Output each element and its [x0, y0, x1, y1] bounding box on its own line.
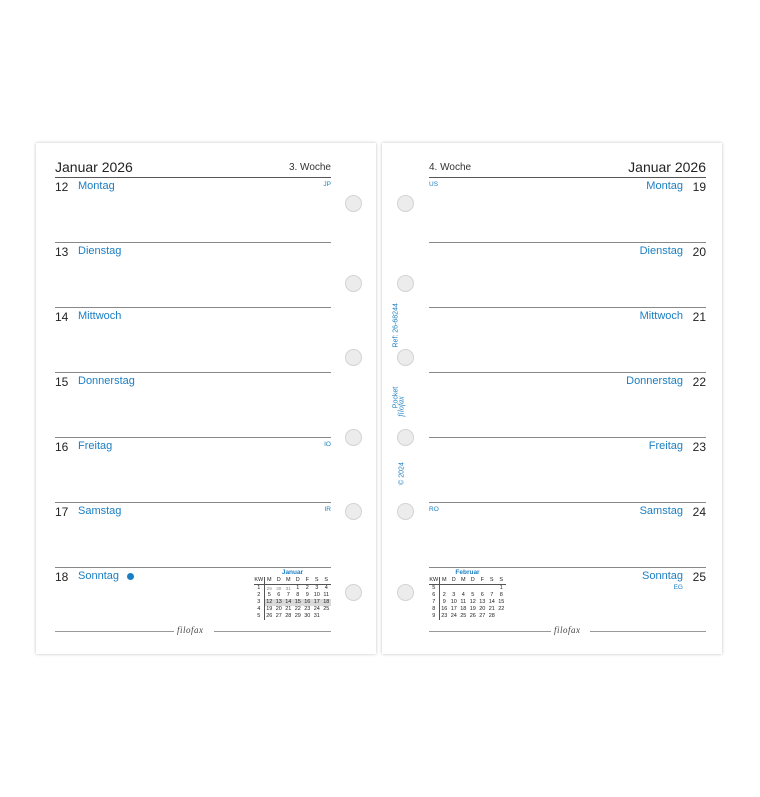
mini-calendar-week-number: 5 — [254, 613, 264, 620]
mini-calendar-day: 21 — [285, 606, 292, 612]
mini-calendar-week-number: 9 — [429, 613, 439, 620]
mini-calendar-day: 15 — [498, 599, 505, 605]
day-row-dienstag[interactable] — [429, 243, 706, 308]
day-name: Montag — [646, 180, 683, 192]
mini-calendar-header: M — [264, 577, 274, 585]
holiday-country-code: JP — [323, 181, 331, 188]
mini-calendar-day: 23 — [304, 606, 311, 612]
mini-calendar-day: 31 — [313, 613, 320, 619]
mini-calendar-header: D — [274, 577, 284, 585]
mini-calendar-day: 2 — [442, 592, 446, 598]
right-week-label: 4. Woche — [429, 162, 472, 173]
mini-calendar-day: 7 — [286, 592, 290, 598]
mini-calendar-day: 1 — [499, 585, 503, 591]
mini-calendar-header: F — [478, 577, 488, 585]
mini-calendar-day: 2 — [305, 585, 309, 591]
mini-calendar-week-number: 1 — [254, 585, 264, 593]
holiday-country-code: IO — [324, 441, 331, 448]
day-row-mittwoch[interactable] — [429, 308, 706, 373]
right-page — [382, 143, 722, 654]
mini-calendar-day: 24 — [313, 606, 320, 612]
day-name: Samstag — [78, 505, 122, 517]
mini-calendar-week-number: 5 — [429, 585, 439, 593]
mini-calendar-day — [439, 585, 449, 593]
mini-calendar-day: 6 — [277, 592, 281, 598]
day-number: 25 — [692, 570, 706, 584]
day-row-montag[interactable] — [429, 178, 706, 243]
ring-hole-right-1 — [397, 195, 414, 212]
holiday-country-code: IR — [324, 506, 331, 513]
day-row-montag[interactable] — [55, 178, 331, 243]
left-filofax-logo: filofax — [177, 625, 204, 635]
day-name: Freitag — [78, 440, 113, 452]
holiday-country-code: EG — [673, 584, 683, 591]
day-name: Samstag — [639, 505, 683, 517]
mini-calendar-header: M — [459, 577, 469, 585]
day-row-donnerstag[interactable] — [55, 373, 331, 438]
mini-calendar-week-number: 8 — [429, 606, 439, 613]
day-name: Donnerstag — [626, 375, 683, 387]
mini-calendar-day: 6 — [480, 592, 484, 598]
day-name: Montag — [78, 180, 115, 192]
mini-calendar-day: 3 — [315, 585, 319, 591]
mini-calendar-day: 22 — [498, 606, 505, 612]
day-number: 20 — [692, 245, 706, 259]
mini-calendar-week-number: 3 — [254, 599, 264, 606]
mini-calendar-day: 4 — [324, 585, 328, 591]
gutter-filofax-logo: filofax — [396, 396, 406, 417]
day-number: 24 — [692, 505, 706, 519]
mini-calendar-day: 28 — [488, 613, 495, 619]
mini-calendar-day: 19 — [266, 606, 273, 612]
mini-calendar-day: 16 — [304, 599, 311, 605]
mini-calendar-day: 26 — [266, 613, 273, 619]
day-name: Sonntag — [642, 570, 683, 582]
day-name: Donnerstag — [78, 375, 135, 387]
ring-hole-right-2 — [397, 275, 414, 292]
day-row-dienstag[interactable] — [55, 243, 331, 308]
left-footer-rule-a — [55, 631, 174, 632]
ring-hole-left-6 — [345, 584, 362, 601]
mini-calendar-header: D — [449, 577, 459, 585]
ring-hole-right-4 — [397, 429, 414, 446]
ring-hole-left-4 — [345, 429, 362, 446]
gutter-ref-code: Ref: 26-68244 — [392, 303, 400, 348]
mini-calendar-day — [322, 613, 332, 620]
mini-calendar-header: KW — [254, 577, 264, 583]
mini-calendar-day: 27 — [479, 613, 486, 619]
day-number: 14 — [55, 310, 69, 324]
mini-calendar-day: 5 — [471, 592, 475, 598]
day-number: 17 — [55, 505, 69, 519]
day-name: Dienstag — [78, 245, 122, 257]
mini-calendar-title: Januar — [281, 569, 304, 576]
ring-hole-right-3 — [397, 349, 414, 366]
right-filofax-logo: filofax — [554, 625, 581, 635]
mini-calendar-day: 28 — [285, 613, 292, 619]
mini-calendar-week-number: 4 — [254, 606, 264, 613]
mini-calendar-day: 15 — [294, 599, 301, 605]
day-row-freitag[interactable] — [55, 438, 331, 503]
mini-calendar-header: M — [439, 577, 449, 585]
day-name: Freitag — [648, 440, 683, 452]
mini-calendar-day: 11 — [323, 592, 330, 598]
mini-calendar-day: 17 — [450, 606, 457, 612]
day-name: Dienstag — [639, 245, 683, 257]
mini-calendar-day: 20 — [479, 606, 486, 612]
mini-calendar-day: 5 — [267, 592, 271, 598]
day-name: Mittwoch — [639, 310, 683, 322]
mini-calendar-day — [449, 585, 459, 593]
mini-calendar-day: 17 — [313, 599, 320, 605]
ring-hole-left-3 — [345, 349, 362, 366]
mini-calendar-day — [487, 585, 497, 593]
mini-calendar-day: 25 — [460, 613, 467, 619]
day-number: 15 — [55, 375, 69, 389]
day-number: 18 — [55, 570, 69, 584]
mini-calendar-header: D — [293, 577, 303, 585]
gutter-format: Pocket — [392, 386, 400, 409]
day-number: 13 — [55, 245, 69, 259]
mini-calendar-day: 7 — [490, 592, 494, 598]
left-month-title: Januar 2026 — [55, 159, 133, 175]
mini-calendar-day: 26 — [469, 613, 476, 619]
mini-calendar-day: 31 — [285, 586, 291, 591]
mini-calendar-day — [459, 585, 469, 593]
mini-calendar-day: 29 — [266, 586, 272, 591]
day-row-mittwoch[interactable] — [55, 308, 331, 373]
gutter-copyright: © 2024 — [398, 462, 406, 485]
day-number: 22 — [692, 375, 706, 389]
holiday-country-code: US — [429, 181, 439, 188]
mini-calendar-day: 10 — [313, 592, 320, 598]
day-number: 16 — [55, 440, 69, 454]
mini-calendar-day: 3 — [452, 592, 456, 598]
mini-calendar-day: 9 — [442, 599, 446, 605]
mini-calendar-day: 30 — [276, 586, 282, 591]
mini-calendar-januar — [254, 569, 331, 620]
mini-calendar-header: S — [497, 577, 507, 585]
mini-calendar-day: 30 — [304, 613, 311, 619]
mini-calendar-week-number: 2 — [254, 592, 264, 599]
today-dot — [127, 573, 134, 580]
mini-calendar-day: 12 — [264, 599, 274, 606]
mini-calendar-day: 13 — [275, 599, 282, 605]
ring-hole-left-1 — [345, 195, 362, 212]
mini-calendar-day: 23 — [441, 613, 448, 619]
mini-calendar-day: 12 — [469, 599, 476, 605]
mini-calendar-header: D — [468, 577, 478, 585]
mini-calendar-day: 20 — [275, 606, 282, 612]
ring-hole-left-2 — [345, 275, 362, 292]
mini-calendar-header: F — [303, 577, 313, 585]
mini-calendar-day: 18 — [323, 599, 330, 605]
mini-calendar-day: 13 — [479, 599, 486, 605]
mini-calendar-day: 8 — [499, 592, 503, 598]
mini-calendar-title: Februar — [455, 569, 480, 576]
mini-calendar-day: 14 — [285, 599, 292, 605]
mini-calendar-day — [478, 585, 488, 593]
right-footer-rule-a — [429, 631, 551, 632]
mini-calendar-week-number: 6 — [429, 592, 439, 599]
mini-calendar-header: S — [487, 577, 497, 585]
day-number: 19 — [692, 180, 706, 194]
day-number: 23 — [692, 440, 706, 454]
day-name: Sonntag — [78, 570, 119, 582]
mini-calendar-day: 24 — [450, 613, 457, 619]
mini-calendar-day: 19 — [469, 606, 476, 612]
left-page — [36, 143, 376, 654]
mini-calendar-day: 9 — [305, 592, 309, 598]
mini-calendar-day: 1 — [296, 585, 300, 591]
day-row-donnerstag[interactable] — [429, 373, 706, 438]
left-week-label: 3. Woche — [288, 162, 331, 173]
mini-calendar-header: S — [312, 577, 322, 585]
mini-calendar-header: S — [322, 577, 332, 585]
mini-calendar-header: M — [284, 577, 294, 585]
right-footer-rule-b — [590, 631, 706, 632]
day-row-samstag[interactable] — [55, 503, 331, 568]
day-number: 12 — [55, 180, 69, 194]
mini-calendar-day — [468, 585, 478, 593]
mini-calendar-grid — [254, 577, 331, 620]
mini-calendar-day: 22 — [294, 606, 301, 612]
mini-calendar-header: KW — [429, 577, 439, 583]
mini-calendar-day: 8 — [296, 592, 300, 598]
mini-calendar-week-number: 7 — [429, 599, 439, 606]
left-footer-rule-b — [214, 631, 331, 632]
mini-calendar-day: 27 — [275, 613, 282, 619]
day-name: Mittwoch — [78, 310, 122, 322]
ring-hole-right-5 — [397, 503, 414, 520]
mini-calendar-day: 11 — [460, 599, 467, 605]
mini-calendar-day — [497, 613, 507, 620]
mini-calendar-day: 29 — [294, 613, 301, 619]
mini-calendar-day: 14 — [488, 599, 495, 605]
mini-calendar-day: 16 — [441, 606, 448, 612]
mini-calendar-day: 21 — [488, 606, 495, 612]
mini-calendar-day: 25 — [323, 606, 330, 612]
mini-calendar-februar — [429, 569, 506, 620]
right-month-title: Januar 2026 — [628, 159, 706, 175]
ring-hole-left-5 — [345, 503, 362, 520]
ring-hole-right-6 — [397, 584, 414, 601]
mini-calendar-day: 10 — [450, 599, 457, 605]
day-row-samstag[interactable] — [429, 503, 706, 568]
mini-calendar-grid — [429, 577, 506, 620]
day-number: 21 — [692, 310, 706, 324]
mini-calendar-day: 4 — [461, 592, 465, 598]
day-row-freitag[interactable] — [429, 438, 706, 503]
holiday-country-code: RO — [429, 506, 439, 513]
mini-calendar-day: 18 — [460, 606, 467, 612]
